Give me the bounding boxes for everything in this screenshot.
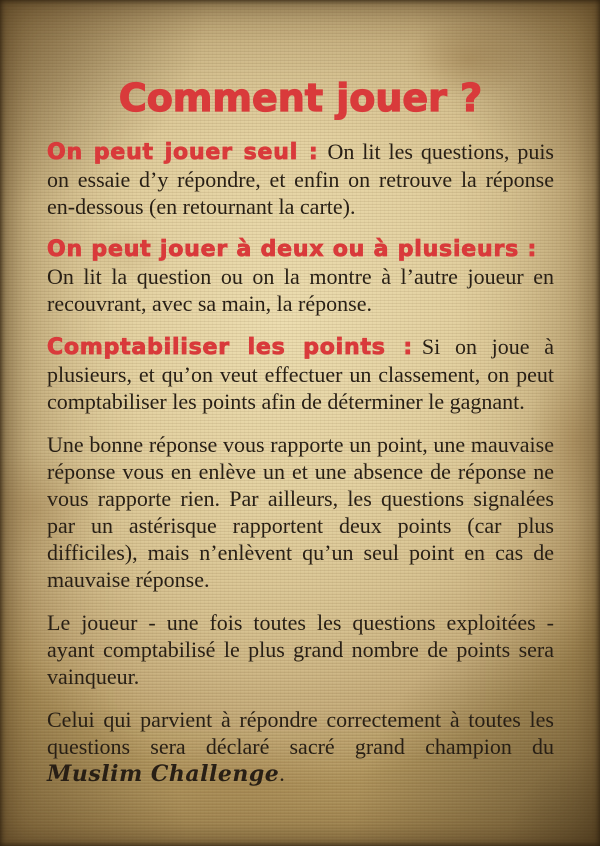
section-grand-champion bbox=[47, 706, 554, 788]
body-play-solo: On lit les questions, puis on essaie d’y répondre, et enfin on retrouve la réponse en-dessous (en retournant la carte). bbox=[47, 139, 554, 219]
heading-play-solo: On peut jouer seul : bbox=[47, 140, 319, 165]
heading-play-multiplayer: On peut jouer à deux ou à plusieurs : bbox=[47, 237, 538, 262]
page-title: Comment jouer ? bbox=[118, 76, 483, 120]
body-scoring: Si on joue à plusieurs, et qu’on veut effectuer un classement, on peut comptabiliser les points afin de déterminer le gagnant. bbox=[47, 334, 554, 414]
section-points-rules: Une bonne réponse vous rapporte un point, une mauvaise réponse vous en enlève un et une absence de réponse ne vous rapporte rien. Par ailleurs, les questions signalées par un astérisque rapportent deux points (car plus difficiles), mais n’enlèvent qu’un seul point en cas de mauvaise réponse. bbox=[47, 432, 554, 592]
body-grand-champion-suffix: . bbox=[279, 761, 285, 786]
body-grand-champion-prefix: Celui qui parvient à répondre correctement à toutes les questions sera déclaré sacré grand champion du bbox=[47, 707, 554, 759]
body-play-multiplayer: On lit la question ou on la montre à l’autre joueur en recouvrant, avec sa main, la réponse. bbox=[47, 264, 554, 316]
heading-scoring: Comptabiliser les points : bbox=[47, 335, 413, 360]
section-winner: Le joueur - une fois toutes les questions exploitées - ayant comptabilisé le plus grand nombre de points sera vainqueur. bbox=[47, 610, 554, 689]
card-content bbox=[47, 0, 554, 804]
section-play-solo bbox=[47, 138, 554, 220]
section-play-multiplayer bbox=[47, 236, 554, 317]
brand-name: Muslim Challenge bbox=[47, 761, 280, 787]
section-scoring bbox=[47, 333, 554, 415]
